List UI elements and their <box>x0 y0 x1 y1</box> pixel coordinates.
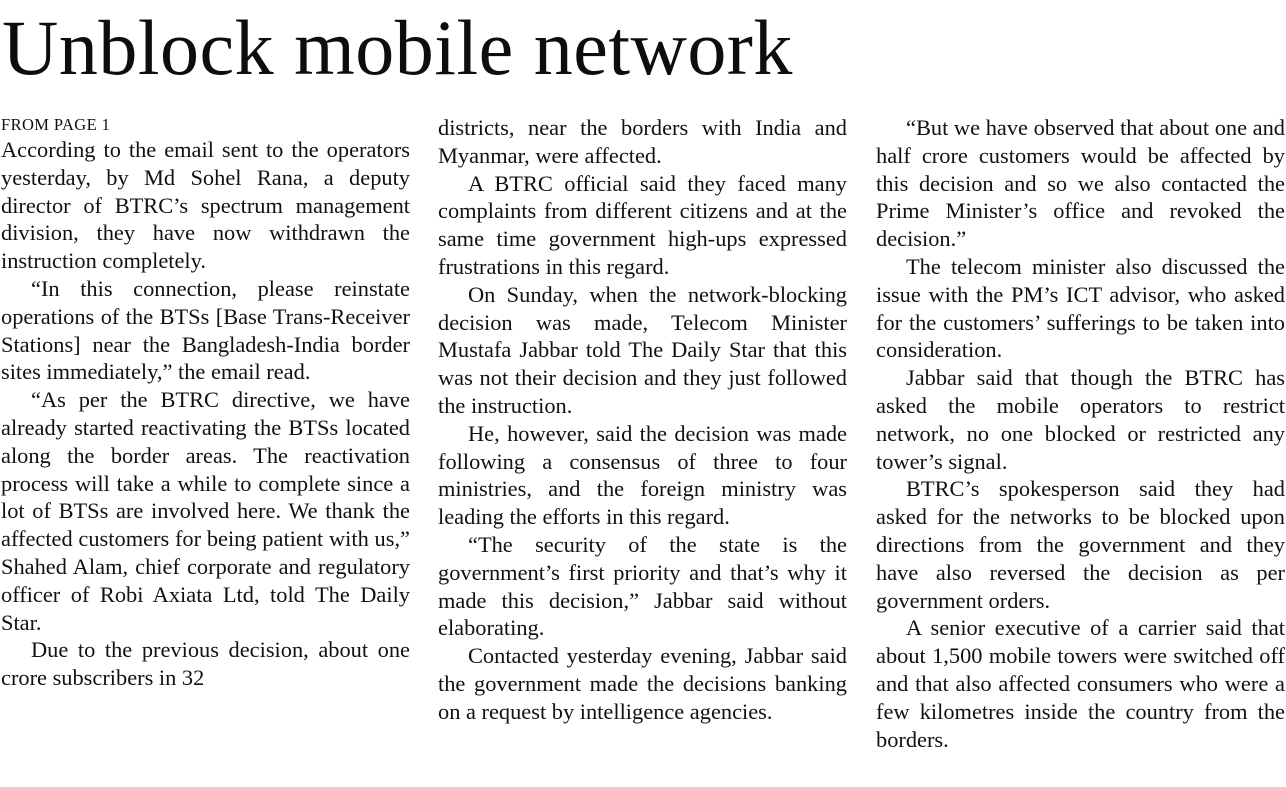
paragraph: Due to the previous decision, about one crore subscribers in 32 <box>1 637 410 691</box>
paragraph: districts, near the borders with India and Myanmar, were affected. <box>438 115 847 168</box>
paragraph: “As per the BTRC directive, we have already started reactivating the BTSs located along the border areas. The reactivation process will take a while to complete since a lot of BTSs are involved here. We thank the affected customers for being patient with us,” Shahed Alam, chief corporate and regulatory officer of Robi Axiata Ltd, told The Daily Star. <box>1 387 410 635</box>
paragraph: “In this connection, please reinstate operations of the BTSs [Base Trans-Receiver Stations] near the Bangladesh-India border sites immediately,” the email read. <box>1 275 410 385</box>
paragraph: “The security of the state is the government’s first priority and that’s why it made this decision,” Jabbar said without elaborating. <box>438 531 847 641</box>
paragraph: On Sunday, when the network-blocking decision was made, Telecom Minister Mustafa Jabbar told The Daily Star that this was not their decision and they just followed the instruction. <box>438 281 847 418</box>
paragraph: According to the email sent to the operators yesterday, by Md Sohel Rana, a deputy director of BTRC’s spectrum management division, they have now withdrawn the instruction completely. <box>1 137 410 274</box>
paragraph: The telecom minister also discussed the issue with the PM’s ICT advisor, who asked for the customers’ sufferings to be taken into consideration. <box>876 253 1285 363</box>
paragraph: A BTRC official said they faced many complaints from different citizens and at the same time government high-ups expressed frustrations in this regard. <box>438 170 847 279</box>
paragraph: “But we have observed that about one and half crore customers would be affected by this decision and so we also contacted the Prime Minister’s office and revoked the decision.” <box>876 115 1285 252</box>
continuation-kicker: FROM PAGE 1 <box>1 115 111 134</box>
paragraph: Jabbar said that though the BTRC has asked the mobile operators to restrict network, no one blocked or restricted any tower’s signal. <box>876 365 1285 474</box>
article-column-3 <box>876 114 1285 753</box>
paragraph: BTRC’s spokesperson said they had asked for the networks to be blocked upon directions from the government and they have also reversed the decision as per government orders. <box>876 476 1285 613</box>
article-column-1 <box>1 112 410 692</box>
paragraph: A senior executive of a carrier said that about 1,500 mobile towers were switched off and that also affected consumers who were a few kilometres inside the country from the borders. <box>876 615 1285 752</box>
headline: Unblock mobile network <box>2 4 793 91</box>
paragraph: He, however, said the decision was made following a consensus of three to four ministries, and the foreign ministry was leading the efforts in this regard. <box>438 420 847 530</box>
article-column-2 <box>438 114 847 726</box>
paragraph: Contacted yesterday evening, Jabbar said the government made the decisions banking on a request by intelligence agencies. <box>438 643 847 724</box>
